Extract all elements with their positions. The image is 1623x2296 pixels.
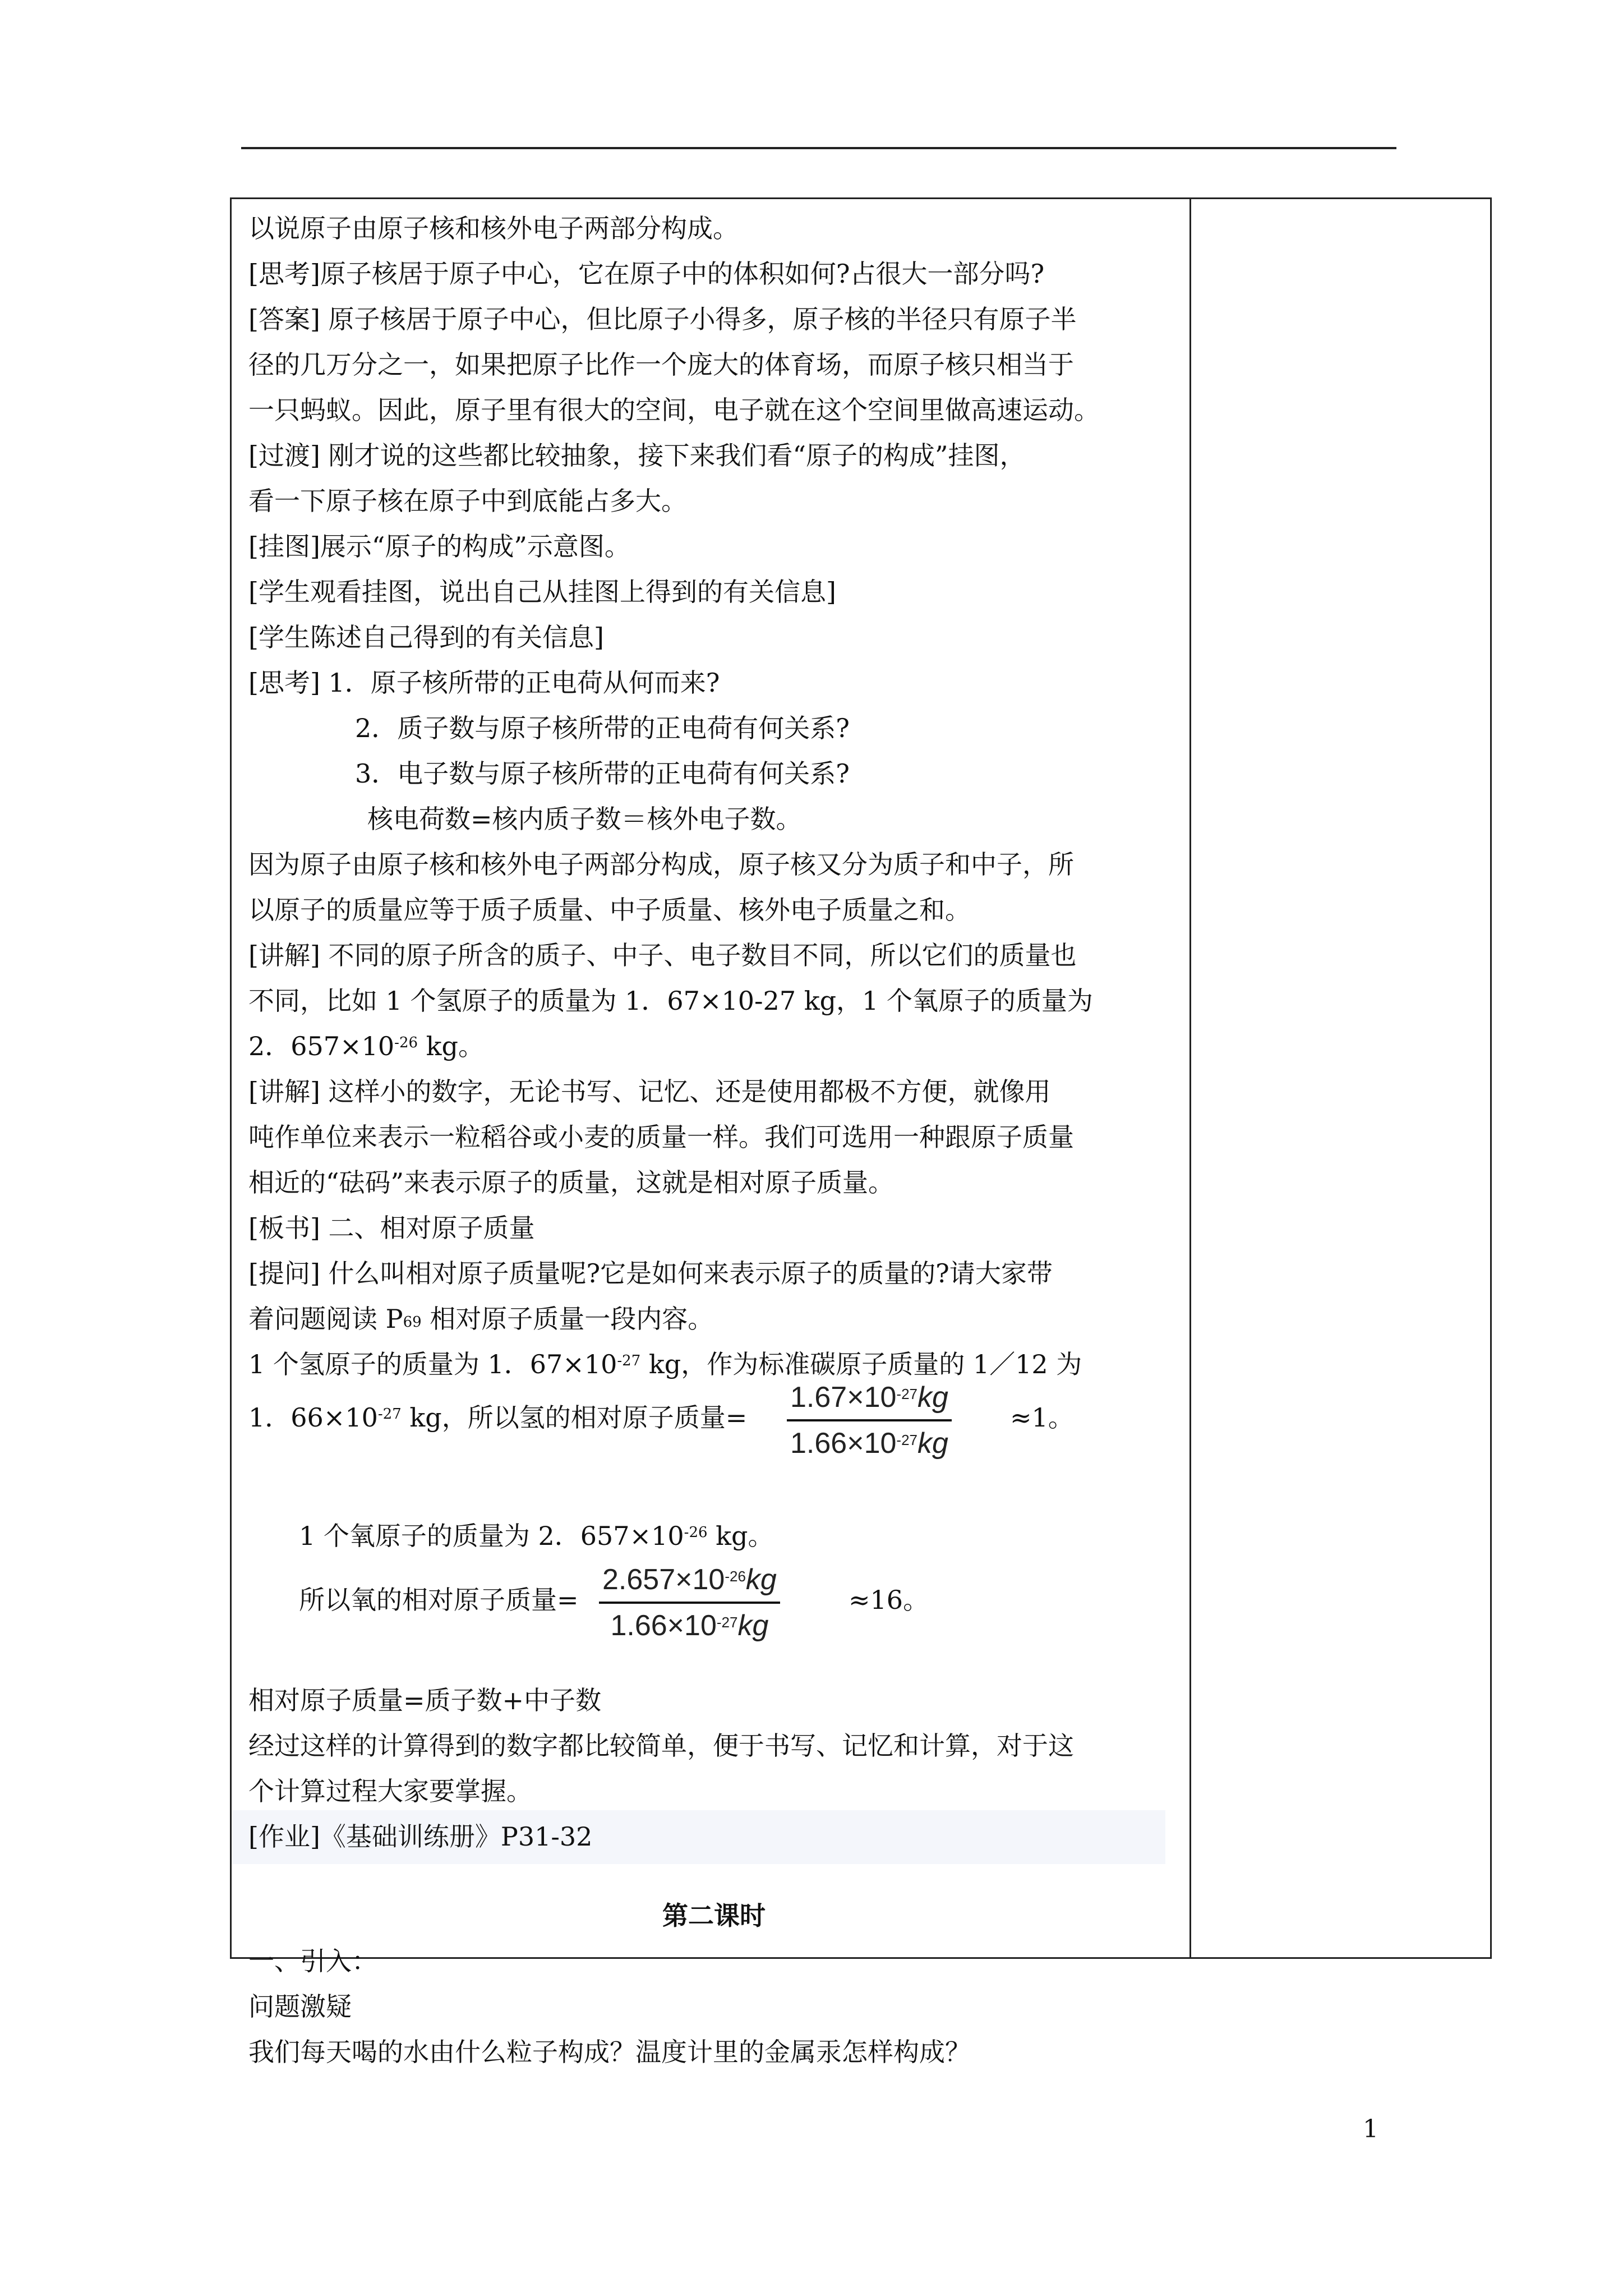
text-line: 不同，比如 1 个氢原子的质量为 1．67×10-27 kg，1 个氧原子的质量为 bbox=[248, 986, 1093, 1016]
fraction-numerator bbox=[599, 1558, 780, 1604]
text-span: 2．657×10 bbox=[248, 1031, 395, 1061]
exponent: -26 bbox=[684, 1524, 708, 1541]
exponent: -27 bbox=[377, 1406, 402, 1423]
hydrogen-fraction bbox=[787, 1375, 952, 1465]
text-line: [讲解] 这样小的数字，无论书写、记忆、还是使用都极不方便，就像用 bbox=[248, 1076, 1051, 1107]
text-line: 径的几万分之一，如果把原子比作一个庞大的体育场，而原子核只相当于 bbox=[248, 349, 1074, 380]
unit: kg bbox=[917, 1427, 948, 1460]
text-line: 相近的“砝码”来表示原子的质量，这就是相对原子质量。 bbox=[248, 1167, 895, 1198]
text-line: 以说原子由原子核和核外电子两部分构成。 bbox=[248, 213, 739, 243]
mantissa: 2.657×10 bbox=[602, 1563, 725, 1596]
fraction-denominator bbox=[787, 1421, 952, 1465]
text-line: [提问] 什么叫相对原子质量呢?它是如何来表示原子的质量的?请大家带 bbox=[248, 1258, 1053, 1289]
text-line: 相对原子质量=质子数+中子数 bbox=[248, 1685, 602, 1715]
page-number: 1 bbox=[1363, 2115, 1378, 2143]
text-line bbox=[248, 1024, 484, 1069]
text-line: 以原子的质量应等于质子质量、中子质量、核外电子质量之和。 bbox=[248, 895, 971, 925]
text-span: 1 个氢原子的质量为 1．67×10 bbox=[248, 1349, 617, 1379]
exponent: -26 bbox=[394, 1034, 418, 1051]
lesson-table bbox=[230, 197, 1492, 2067]
column-divider bbox=[1189, 199, 1191, 1957]
text-line: [思考]原子核居于原子中心，它在原子中的体积如何?占很大一部分吗? bbox=[248, 259, 1045, 289]
mantissa: 1.67×10 bbox=[790, 1381, 897, 1414]
text-span: kg。 bbox=[707, 1521, 774, 1551]
text-line: 所以氧的相对原子质量= bbox=[299, 1585, 579, 1615]
text-line: 个计算过程大家要掌握。 bbox=[248, 1776, 532, 1806]
text-line: 核电荷数=核内质子数＝核外电子数。 bbox=[367, 804, 802, 834]
text-line: [过渡] 刚才说的这些都比较抽象，接下来我们看“原子的构成”挂图， bbox=[248, 440, 1026, 471]
text-line: ≈16。 bbox=[849, 1585, 929, 1615]
text-line: [挂图]展示“原子的构成”示意图。 bbox=[248, 531, 630, 562]
mantissa: 1.66×10 bbox=[610, 1609, 717, 1642]
text-line: [板书] 二、相对原子质量 bbox=[248, 1213, 535, 1243]
text-line bbox=[248, 1296, 713, 1342]
text-line: [学生陈述自己得到的有关信息] bbox=[248, 622, 604, 652]
text-line: ≈1。 bbox=[1010, 1402, 1074, 1433]
text-line: [思考] 1．原子核所带的正电荷从何而来? bbox=[248, 668, 720, 698]
text-line: 2．质子数与原子核所带的正电荷有何关系? bbox=[355, 713, 850, 743]
exponent: -27 bbox=[896, 1386, 917, 1402]
text-span: kg，所以氢的相对原子质量= bbox=[401, 1402, 748, 1433]
unit: kg bbox=[745, 1563, 777, 1596]
text-line bbox=[248, 1342, 1082, 1387]
text-span: 着问题阅读 P bbox=[248, 1304, 403, 1334]
text-span: kg，作为标准碳原子质量的 1／12 为 bbox=[640, 1349, 1082, 1379]
text-line: [答案] 原子核居于原子中心，但比原子小得多，原子核的半径只有原子半 bbox=[248, 304, 1077, 334]
text-line: 我们每天喝的水由什么粒子构成？温度计里的金属汞怎样构成？ bbox=[248, 2037, 971, 2067]
text-span: kg。 bbox=[418, 1031, 484, 1061]
exponent: -27 bbox=[896, 1432, 917, 1448]
text-span: 相对原子质量一段内容。 bbox=[421, 1304, 714, 1334]
exponent: -27 bbox=[617, 1352, 641, 1369]
fraction-denominator bbox=[599, 1604, 780, 1648]
fraction-numerator bbox=[787, 1375, 952, 1421]
mantissa: 1.66×10 bbox=[790, 1427, 897, 1460]
text-span: 1．66×10 bbox=[248, 1402, 378, 1433]
text-span: 1 个氧原子的质量为 2．657×10 bbox=[299, 1521, 684, 1551]
text-line: 问题激疑 bbox=[248, 1991, 352, 2022]
text-line: [学生观看挂图，说出自己从挂图上得到的有关信息] bbox=[248, 577, 836, 607]
exponent: -27 bbox=[716, 1614, 738, 1631]
unit: kg bbox=[917, 1381, 948, 1414]
header-rule bbox=[241, 147, 1396, 149]
text-line: [讲解] 不同的原子所含的质子、中子、电子数目不同，所以它们的质量也 bbox=[248, 940, 1077, 970]
text-line: 吨作单位来表示一粒稻谷或小麦的质量一样。我们可选用一种跟原子质量 bbox=[248, 1122, 1074, 1152]
unit: kg bbox=[737, 1609, 769, 1642]
section-title: 第二课时 bbox=[662, 1901, 766, 1931]
text-line: 看一下原子核在原子中到底能占多大。 bbox=[248, 486, 687, 516]
exponent: -26 bbox=[725, 1568, 746, 1585]
text-line: 一只蚂蚁。因此，原子里有很大的空间，电子就在这个空间里做高速运动。 bbox=[248, 395, 1100, 425]
text-line bbox=[299, 1513, 773, 1559]
oxygen-fraction bbox=[599, 1558, 780, 1648]
text-line bbox=[248, 1395, 747, 1441]
text-line: [作业]《基础训练册》P31-32 bbox=[248, 1821, 593, 1852]
text-line: 3．电子数与原子核所带的正电荷有何关系? bbox=[355, 758, 850, 789]
text-line: 经过这样的计算得到的数字都比较简单，便于书写、记忆和计算，对于这 bbox=[248, 1731, 1074, 1761]
subscript: 69 bbox=[403, 1314, 422, 1331]
text-line: 一、引入： bbox=[248, 1946, 377, 1976]
text-line: 因为原子由原子核和核外电子两部分构成，原子核又分为质子和中子，所 bbox=[248, 849, 1074, 880]
